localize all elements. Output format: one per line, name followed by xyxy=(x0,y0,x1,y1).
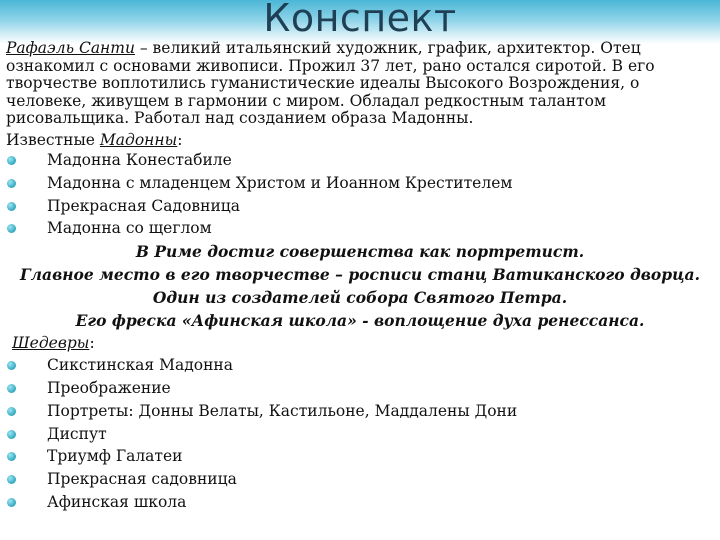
bullet-icon xyxy=(7,202,16,211)
madonnas-label-prefix: Известные xyxy=(6,130,100,149)
intro-paragraph xyxy=(6,40,714,128)
list-item: Диспут xyxy=(6,423,714,446)
list-item: Триумф Галатеи xyxy=(6,445,714,468)
masterpieces-list xyxy=(6,354,714,514)
intro-name: Рафаэль Санти xyxy=(6,39,135,57)
fact-line: Главное место в его творчестве – росписи станц Ватиканского дворца. xyxy=(19,265,701,285)
bullet-icon xyxy=(7,156,16,165)
list-item: Прекрасная садовница xyxy=(6,468,714,491)
bullet-icon xyxy=(7,498,16,507)
fact-line: В Риме достиг совершенства как портретист. xyxy=(135,242,585,262)
bullet-icon xyxy=(7,179,16,188)
intro-text: – великий итальянский художник, график, архитектор. Отец ознакомил с основами живописи. Прожил 37 лет, рано остался сиротой. В его творчестве воплотились гуманистические идеалы Высокого Возрождения, о человеке, живущем в гармонии с миром. Обладал редкостным талантом рисовальщика. Работал над созданием образа Мадонны. xyxy=(6,39,655,127)
bullet-icon xyxy=(7,384,16,393)
list-item: Преображение xyxy=(6,377,714,400)
list-item: Мадонна со щеглом xyxy=(6,217,714,240)
masterpieces-label-suffix: : xyxy=(89,334,95,353)
bullet-icon xyxy=(7,407,16,416)
madonnas-label-suffix: : xyxy=(177,130,183,149)
madonnas-label xyxy=(6,132,714,150)
bullet-icon xyxy=(7,475,16,484)
fact-line: Его фреска «Афинская школа» - воплощение духа ренессанса. xyxy=(75,311,645,331)
list-item: Портреты: Донны Велаты, Кастильоне, Маддалены Дони xyxy=(6,400,714,423)
slide-content xyxy=(6,40,714,514)
fact-line: Один из создателей собора Святого Петра. xyxy=(152,288,568,308)
list-item: Мадонна Конестабиле xyxy=(6,149,714,172)
slide-title: Конспект xyxy=(263,0,457,40)
madonnas-label-word: Мадонны xyxy=(99,130,178,149)
bullet-icon xyxy=(7,452,16,461)
bullet-icon xyxy=(7,430,16,439)
madonnas-list xyxy=(6,149,714,240)
list-item: Прекрасная Садовница xyxy=(6,195,714,218)
masterpieces-label-word: Шедевры xyxy=(12,334,90,353)
list-item: Афинская школа xyxy=(6,491,714,514)
bullet-icon xyxy=(7,224,16,233)
list-item: Мадонна с младенцем Христом и Иоанном Крестителем xyxy=(6,172,714,195)
bullet-icon xyxy=(7,361,16,370)
list-item: Сикстинская Мадонна xyxy=(6,354,714,377)
masterpieces-label xyxy=(6,332,714,354)
